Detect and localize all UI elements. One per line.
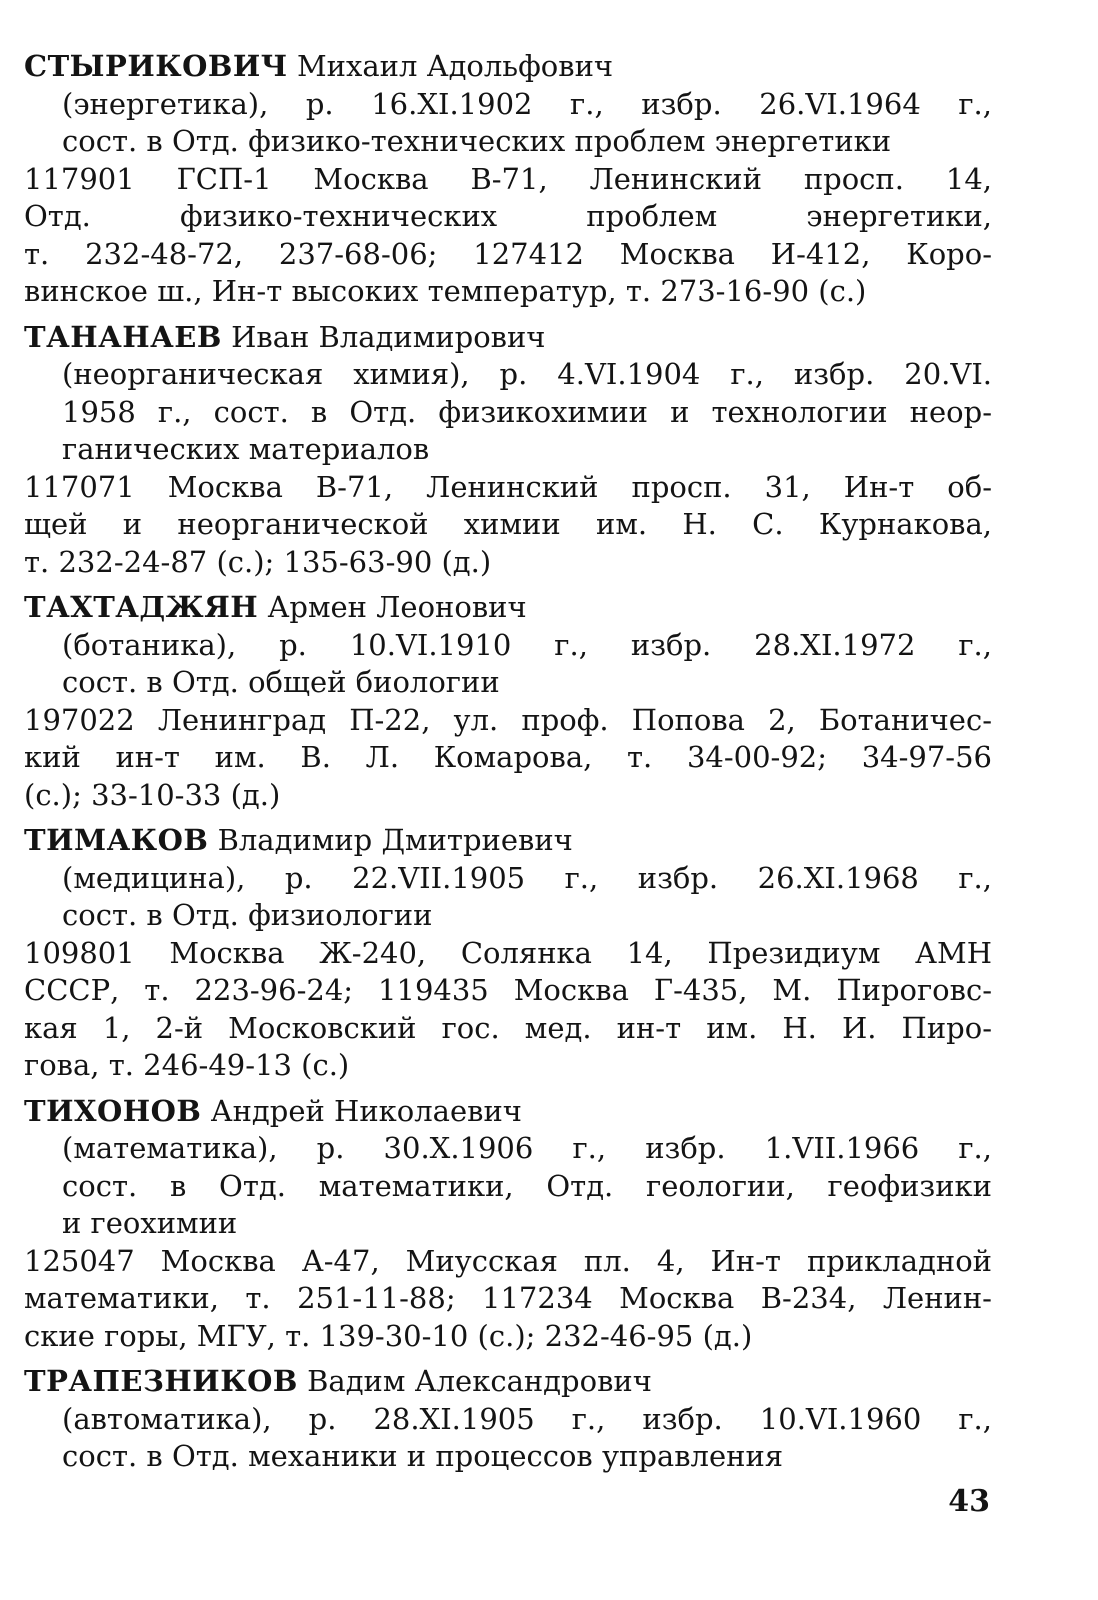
entry-address-line: кая 1, 2-й Московский гос. мед. ин-т им. Н. И. Пиро-	[24, 1010, 992, 1045]
entry-address-line: щей и неорганической химии им. Н. С. Курнакова,	[24, 507, 992, 541]
entry-detail-line: сост. в Отд. механики и процессов управления	[62, 1439, 784, 1473]
entry-surname: ТАХТАДЖЯН	[24, 590, 259, 624]
directory-entry	[24, 319, 992, 582]
entry-address-line: 117071 Москва В-71, Ленинский просп. 31, Ин-т об-	[24, 469, 992, 504]
entry-detail-line: ганических материалов	[62, 432, 430, 466]
entry-detail-line: (ботаника), р. 10.VI.1910 г., избр. 28.XI.1972 г.,	[62, 627, 992, 662]
entry-address-line: т. 232-48-72, 237-68-06; 127412 Москва И-412, Коро-	[24, 236, 992, 271]
entry-detail-line: (энергетика), р. 16.XI.1902 г., избр. 26.VI.1964 г.,	[62, 86, 992, 121]
entry-surname: СТЫРИКОВИЧ	[24, 49, 288, 83]
page-number: 43	[948, 1484, 990, 1519]
entry-surname: ТРАПЕЗНИКОВ	[24, 1364, 298, 1398]
entry-surname: ТАНАНАЕВ	[24, 319, 222, 354]
entry-address-line: 125047 Москва А-47, Миусская пл. 4, Ин-т прикладной	[24, 1243, 992, 1278]
entry-heading	[24, 822, 992, 860]
entry-detail-line: сост. в Отд. общей биологии	[62, 665, 500, 699]
entry-address-line: 109801 Москва Ж-240, Солянка 14, Президиум АМН	[24, 935, 992, 970]
entry-detail-line: сост. в Отд. физико-технических проблем энергетики	[62, 124, 892, 158]
directory-entry	[24, 1093, 992, 1356]
directory-page	[24, 48, 992, 1484]
entry-heading	[24, 319, 992, 357]
entry-detail-line: (неорганическая химия), р. 4.VI.1904 г., избр. 20.VI.	[62, 357, 992, 391]
entry-address-line: математики, т. 251-11-88; 117234 Москва В-234, Ленин-	[24, 1281, 992, 1315]
entry-address-line: кий ин-т им. В. Л. Комарова, т. 34-00-92; 34-97-56	[24, 740, 992, 774]
entry-detail-line: (автоматика), р. 28.XI.1905 г., избр. 10.VI.1960 г.,	[62, 1401, 992, 1436]
entry-address-line: винское ш., Ин-т высоких температур, т. 273-16-90 (с.)	[24, 274, 867, 308]
entry-given-names: Вадим Александрович	[307, 1364, 652, 1398]
entry-given-names: Армен Леонович	[267, 590, 527, 624]
entry-heading	[24, 589, 992, 627]
entry-heading	[24, 1363, 992, 1401]
entry-address-line: ские горы, МГУ, т. 139-30-10 (с.); 232-46-95 (д.)	[24, 1318, 753, 1353]
entry-surname: ТИМАКОВ	[24, 823, 209, 857]
entry-address-line: СССР, т. 223-96-24; 119435 Москва Г-435, М. Пироговс-	[24, 973, 992, 1007]
entry-heading	[24, 48, 992, 86]
directory-entry	[24, 822, 992, 1085]
entry-surname: ТИХОНОВ	[24, 1093, 202, 1128]
entry-given-names: Андрей Николаевич	[210, 1093, 522, 1128]
entry-detail-line: (математика), р. 30.X.1906 г., избр. 1.VII.1966 г.,	[62, 1131, 992, 1165]
entry-detail-line: (медицина), р. 22.VII.1905 г., избр. 26.XI.1968 г.,	[62, 860, 992, 895]
entry-detail-line: сост. в Отд. физиологии	[62, 898, 433, 932]
entry-detail-line: и геохимии	[62, 1206, 238, 1240]
entry-address-line: (с.); 33-10-33 (д.)	[24, 777, 281, 812]
entry-address-line: т. 232-24-87 (с.); 135-63-90 (д.)	[24, 544, 492, 579]
directory-entry	[24, 1363, 992, 1476]
directory-entry	[24, 48, 992, 311]
directory-entry	[24, 589, 992, 814]
entry-address-line: 117901 ГСП-1 Москва В-71, Ленинский просп. 14,	[24, 161, 992, 196]
entry-address-line: гова, т. 246-49-13 (с.)	[24, 1048, 350, 1082]
entry-heading	[24, 1093, 992, 1131]
entry-address-line: 197022 Ленинград П-22, ул. проф. Попова 2, Ботаничес-	[24, 702, 992, 737]
entry-address-line: Отд. физико-технических проблем энергетики,	[24, 199, 992, 233]
entry-detail-line: 1958 г., сост. в Отд. физикохимии и технологии неор-	[62, 394, 992, 429]
entry-given-names: Михаил Адольфович	[296, 49, 614, 83]
entry-given-names: Владимир Дмитриевич	[217, 823, 573, 857]
entry-given-names: Иван Владимирович	[231, 319, 546, 354]
entry-detail-line: сост. в Отд. математики, Отд. геологии, геофизики	[62, 1168, 992, 1203]
